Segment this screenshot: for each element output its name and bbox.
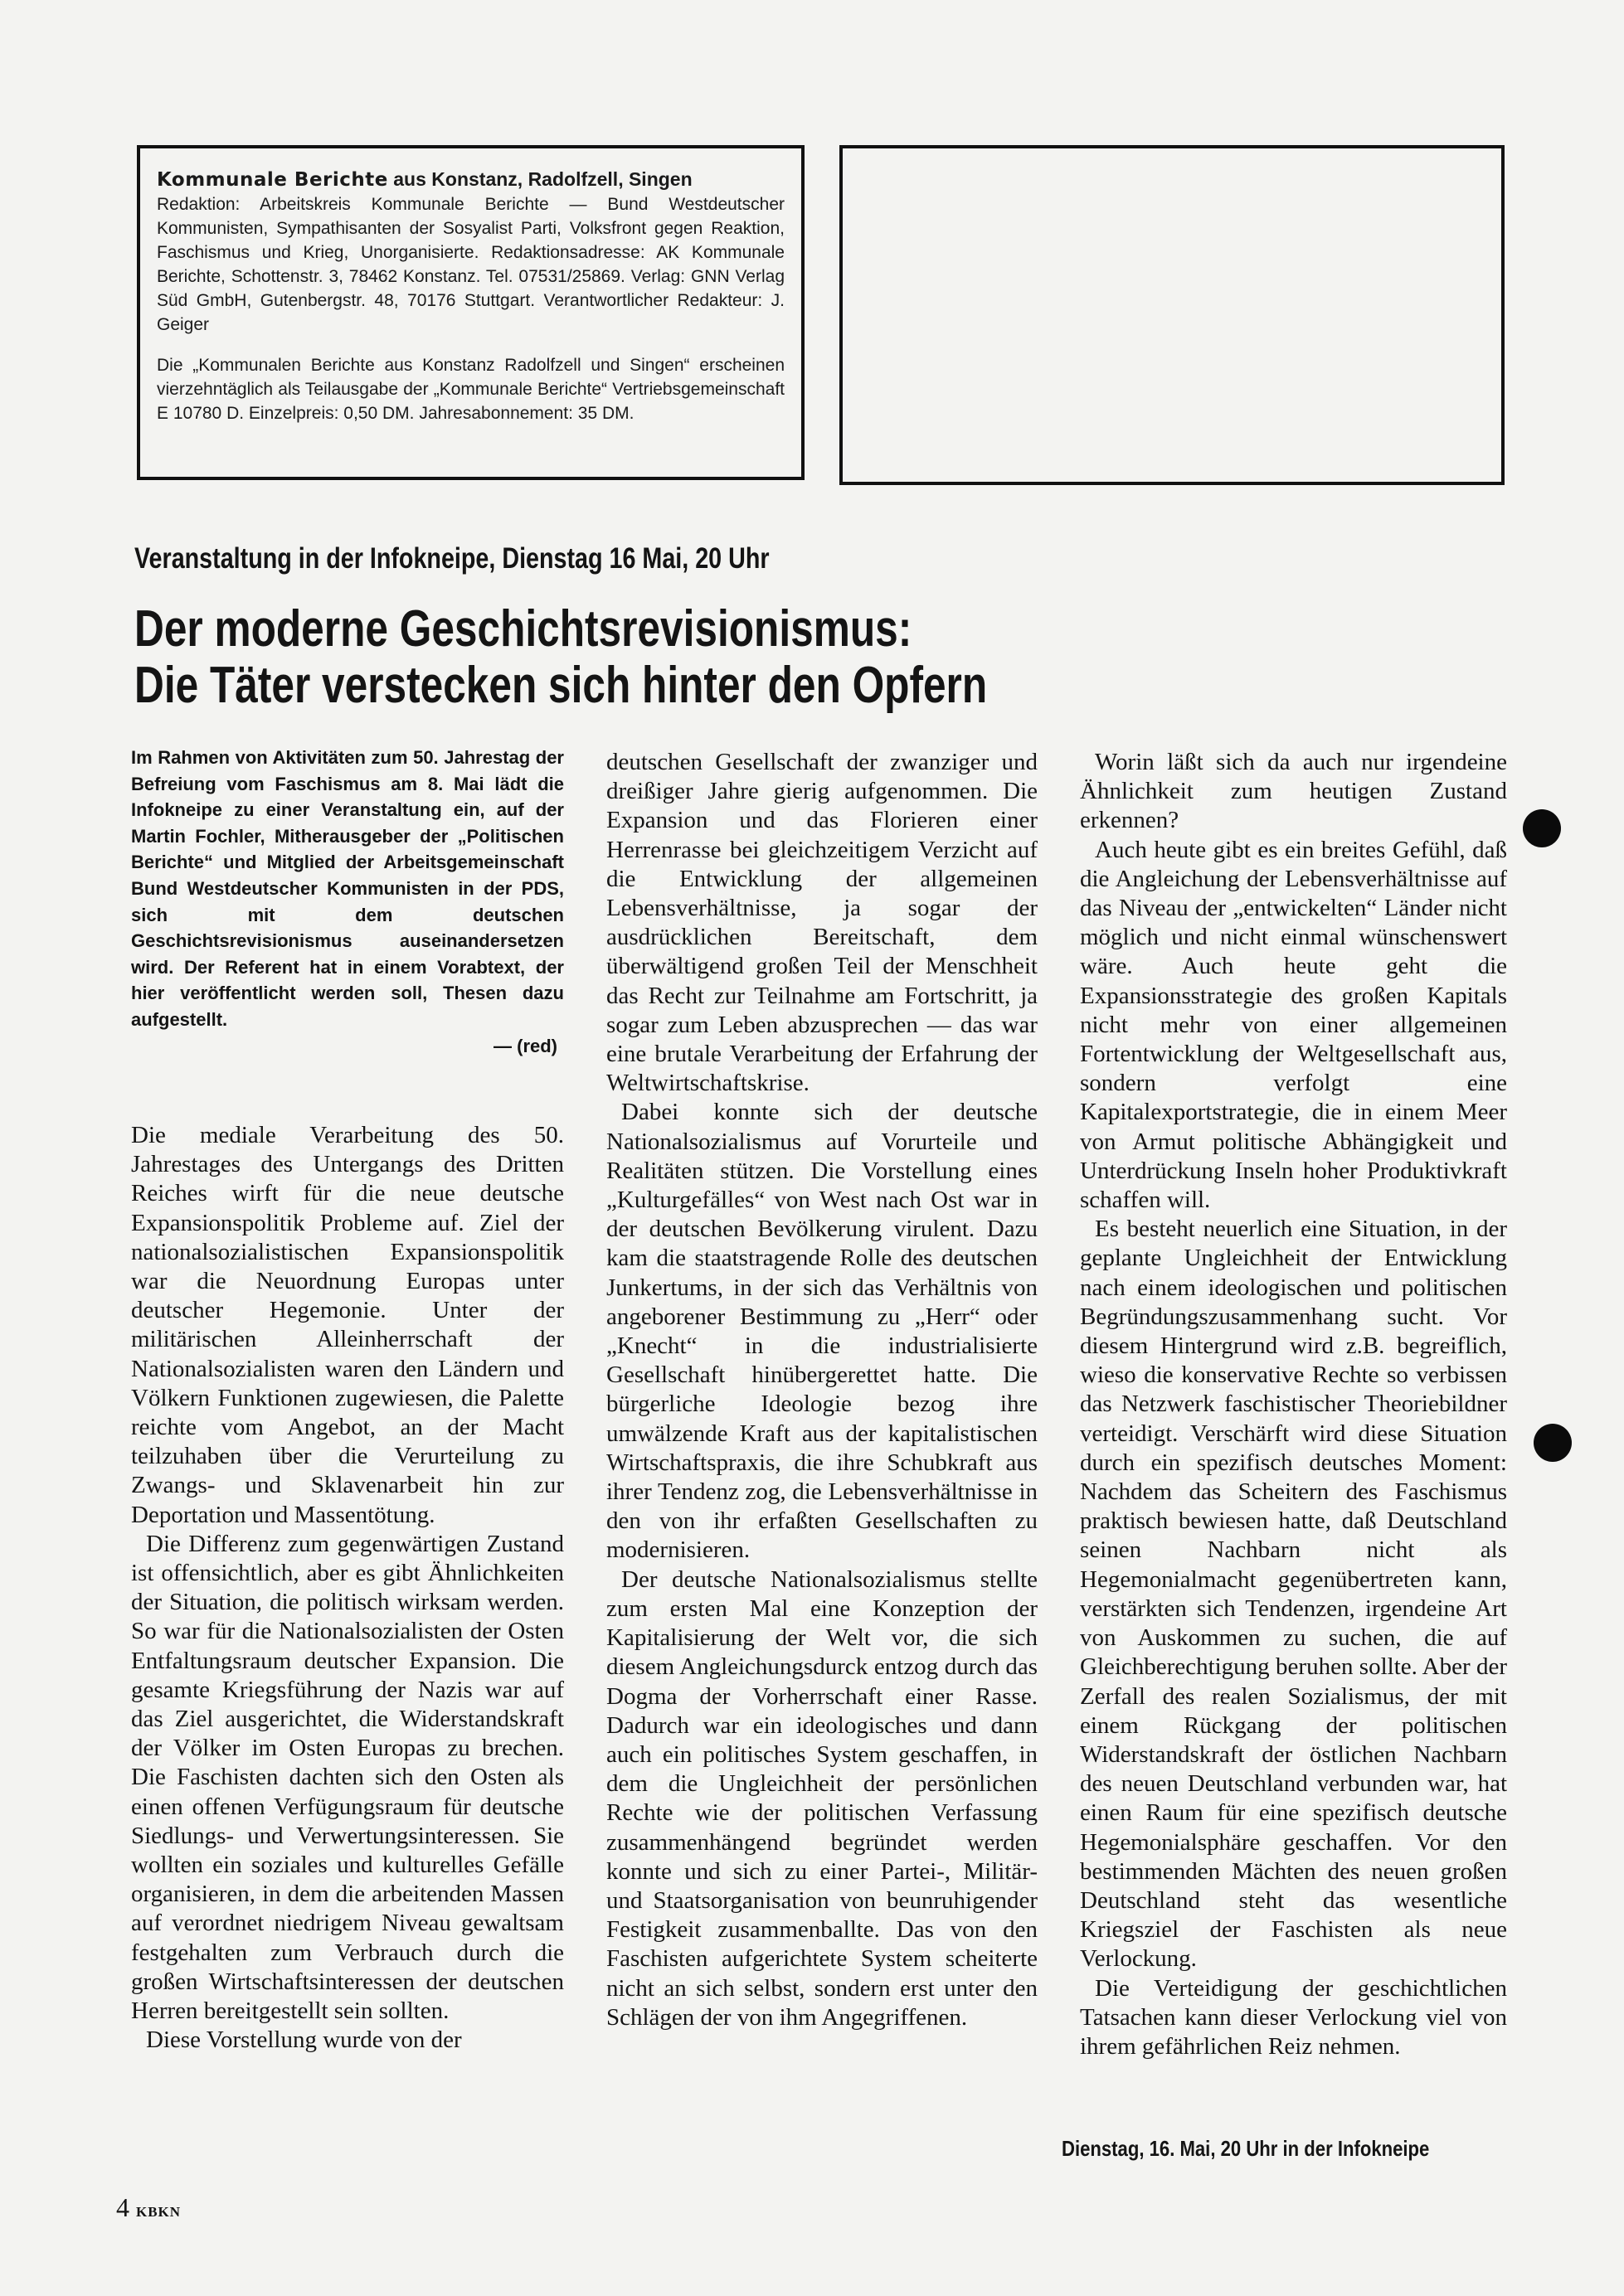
imprint-heading [157,167,785,192]
paragraph: Diese Vorstellung wurde von der [146,2027,462,2054]
punch-hole-icon [1523,809,1561,847]
article-title-line-1: Der moderne Geschichtsrevisionismus: [134,600,912,658]
article-title-line-2: Die Täter verstecken sich hinter den Opfern [134,657,988,714]
paragraph: Die mediale Verarbeitung des 50. Jahrestages des Untergangs des Dritten Reiches wirft für die neue deutsche Expansionspolitik Probleme auf. Ziel der nationalsozialistischen Expansionspolitik war die Neuordnung Europas unter deutscher Hegemonie. Unter der militärischen Alleinherrschaft der Nationalsozialisten waren den Ländern und Völkern Funktionen zugewiesen, die Palette reichte vom Angebot, an der Macht teilzuhaben über die Verurteilung zu Zwangs- und Sklavenarbeit hin zur Deportation und Massentötung. [131,1122,564,1528]
paragraph: Es besteht neuerlich eine Situation, in der geplante Ungleichheit der Entwicklung nach einem ideologischen und politischen Begründungszusammenhang sucht. Vor diesem Hintergrund wird z.B. begreiflich, wieso die konservative Rechte so verbissen das Netzwerk faschistischer Theoriebildner verteidigt. Verschärft wird diese Situation durch ein spezifisch deutsches Moment: Nachdem das Scheitern des Faschismus praktisch bewiesen hatte, daß Deutschland seinen Nachbarn nicht als Hegemonialmacht gegenübertreten kann, verstärkten sich Tendenzen, irgendeine Art von Auskommen zu suchen, die auf Gleichberechtigung beruhen sollte. Aber der Zerfall des realen Sozialismus, der mit einem Rückgang der politischen Widerstandskraft der östlichen Nachbarn des neuen Deutschland verbunden war, hat einen Raum für eine spezifisch deutsche Hegemonialsphäre geschaffen. Vor den bestimmenden Mächten des neuen großen Deutschland steht das wesentliche Kriegsziel der Faschisten als neue Verlockung. [1080,1216,1507,1973]
paragraph: Dabei konnte sich der deutsche Nationalsozialismus auf Vorurteile und Realitäten stützen. Die Vorstellung eines „Kulturgefälles“ von West nach Ost war in der deutschen Bevölkerung virulent. Dazu kam die staatstragende Rolle des deutschen Junkertums, in der sich das Verhältnis von angeborener Bestimmung zu „Herr“ oder „Knecht“ in die industrialisierte Gesellschaft hinübergerettet hatte. Die bürgerliche Ideologie bezog ihre umwälzende Kraft aus der kapitalistischen Wirtschaftspraxis, die ihre Schubkraft aus ihrer Tendenz zog, die Lebensverhältnisse in den von ihr erfaßten Gesellschaften zu modernisieren. [606,1099,1038,1564]
publication-mark: KBKN [136,2204,182,2220]
punch-hole-icon [1534,1424,1572,1462]
imprint-text-editorial: Redaktion: Arbeitskreis Kommunale Berichte — Bund Westdeutscher Kommunisten, Sympathisanten der Sosyalist Parti, Volksfront gegen Reaktion, Faschismus und Krieg, Unorganisierte. Redaktionsadresse: AK Kommunale Berichte, Schottenstr. 3, 78462 Konstanz. Tel. 07531/25869. Verlag: GNN Verlag Süd GmbH, Gutenbergstr. 48, 70176 Stuttgart. Verantwortlicher Redakteur: J. Geiger [157,195,785,334]
page-number: 4 [116,2192,129,2222]
article-lead-text: Im Rahmen von Aktivitäten zum 50. Jahrestag der Befreiung vom Faschismus am 8. Mai lädt die Infokneipe zu einer Veranstaltung ein, auf der Martin Fochler, Mitherausgeber der „Politischen Berichte“ und Mitglied der Arbeitsgemeinschaft Bund Westdeutscher Kommunisten in der PDS, sich mit dem deutschen Geschichtsrevisionismus auseinandersetzen wird. Der Referent hat in einem Vorabtext, der hier veröffentlicht werden soll, Thesen dazu aufgestellt. [131,747,564,1030]
paragraph: Worin läßt sich da auch nur irgendeine Ähnlichkeit zum heutigen Zustand erkennen? [1080,749,1507,834]
article-lead-signature: — (red) [494,1035,557,1056]
paragraph: Die Differenz zum gegenwärtigen Zustand ist offensichtlich, aber es gibt Ähnlichkeiten der Situation, die politisch wirksam werden. So war für die Nationalsozialisten der Osten Entfaltungsraum deutscher Expansion. Die gesamte Kriegsführung der Nazis war auf das Ziel ausgerichtet, die Widerstandskraft der Völker im Osten Europas zu brechen. Die Faschisten dachten sich den Osten als einen offenen Verfügungsraum für deutsche Siedlungs- und Verwertungsinteressen. Sie wollten ein soziales und kulturelles Gefälle organisieren, in dem die arbeitenden Massen auf verordnet niedrigem Niveau gewaltsam festgehalten zum Verbrauch durch die großen Wirtschaftsinteressen der deutschen Herren bereitgestellt sein sollten. [131,1530,564,2025]
paragraph: deutschen Gesellschaft der zwanziger und dreißiger Jahre gierig aufgenommen. Die Expansion und das Florieren einer Herrenrasse bei gleichzeitigem Verzicht auf die Entwicklung der allgemeinen Lebensverhältnisse, ja sogar der ausdrücklichen Bereitschaft, dem überwältigend großen Teil der Menschheit das Recht zur Teilnahme am Fortschritt, ja sogar zum Leben abzusprechen — das war eine brutale Verarbeitung der Erfahrung der Weltwirtschaftskrise. [606,749,1038,1097]
paragraph: Auch heute gibt es ein breites Gefühl, daß die Angleichung der Lebensverhältnisse auf das Niveau der „entwickelten“ Länder nicht möglich und nicht einmal wünschenswert wäre. Auch heute geht die Expansionsstrategie des großen Kapitals nicht mehr von einer allgemeinen Fortentwicklung der Weltgesellschaft aus, sondern verfolgt eine Kapitalexportstrategie, die in einem Meer von Armut politische Abhängigkeit und Unterdrückung Inseln hoher Produktivkraft schaffen will. [1080,836,1507,1214]
article-column-2 [606,748,1038,2032]
paragraph: Der deutsche Nationalsozialismus stellte zum ersten Mal eine Konzeption der Kapitalisierung der Welt vor, die sich diesem Angleichungsdurck entzog durch das Dogma der Vorherrschaft einer Rasse. Dadurch war ein ideologisches und dann auch ein politisches System geschaffen, in dem die Ungleichheit der persönlichen Rechte wie der politischen Verfassung zusammenhängend begründet werden konnte und sich zu einer Partei-, Militär- und Staatsorganisation von beunruhigender Festigkeit zusammenballte. Das von den Faschisten aufgerichtete System scheiterte nicht an sich selbst, sondern erst unter den Schlägen der von ihm Angegriffenen. [606,1565,1038,2031]
imprint-heading-rest: aus Konstanz, Radolfzell, Singen [387,168,693,190]
imprint-text-publication: Die „Kommunalen Berichte aus Konstanz Radolfzell und Singen“ erscheinen vierzehntäglich als Teilausgabe der „Kommunale Berichte“ Vertriebsgemeinschaft E 10780 D. Einzelpreis: 0,50 DM. Jahresabonnement: 35 DM. [157,356,785,423]
article-column-1 [131,1121,564,2056]
imprint-brand: Kommunale Berichte [157,169,388,191]
article-column-3 [1080,748,1507,2061]
page-footer [116,2192,181,2227]
event-footline: Dienstag, 16. Mai, 20 Uhr in der Infokneipe [1062,2136,1430,2161]
empty-frame-box [839,145,1505,485]
article-title [134,601,1063,714]
article-kicker: Veranstaltung in der Infokneipe, Dienstag 16 Mai, 20 Uhr [134,542,770,575]
article-lead [131,745,564,1059]
imprint-box [137,145,805,480]
paragraph: Die Verteidigung der geschichtlichen Tatsachen kann dieser Verlockung viel von ihrem gefährlichen Reiz nehmen. [1080,1974,1507,2060]
